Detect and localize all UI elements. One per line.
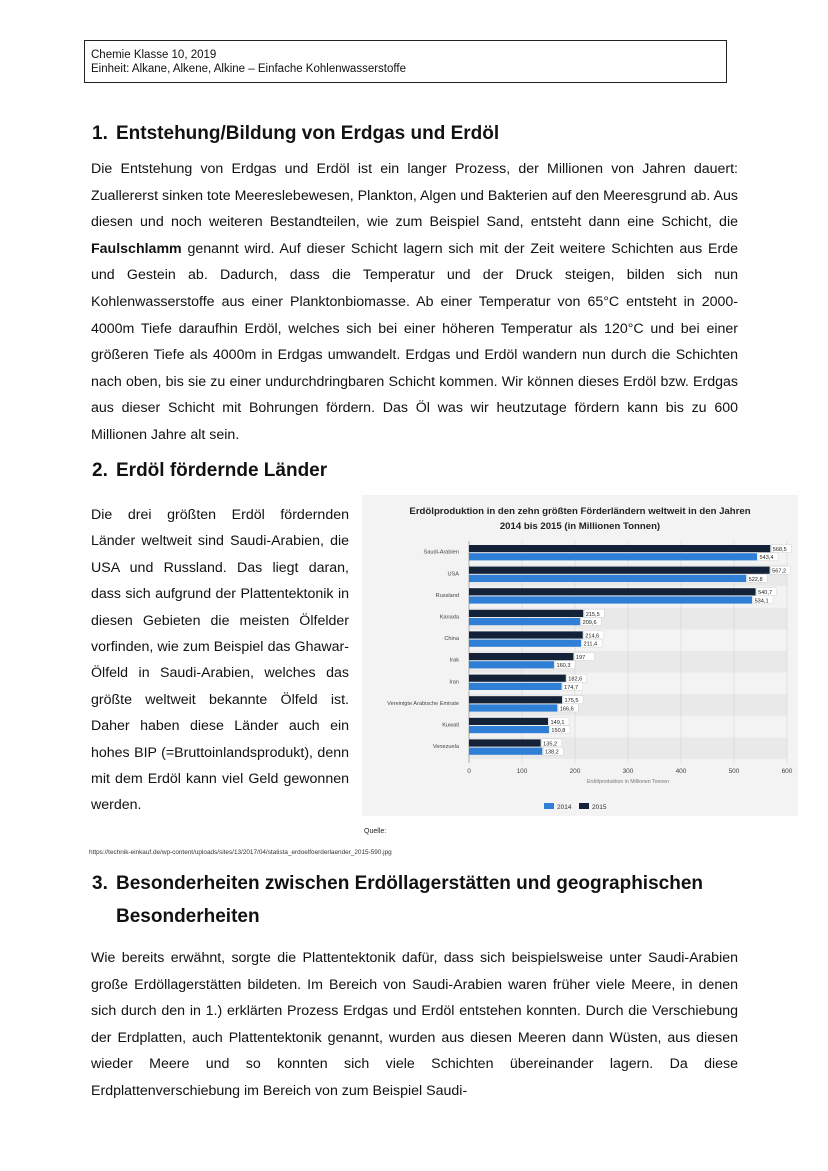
section-2-paragraph: Die drei größten Erdöl fördernden Länder weltweit sind Saudi-Arabien, die USA und Russland. Das liegt daran, dass sich aufgrund der Plattentektonik in diesen Gebieten die meisten Ölfelder vorfinden, wie zum Beispiel das Ghawar-Ölfeld in Saudi-Arabien, welches das größte weltweit bekannte Ölfeld ist. Daher haben diese Länder auch ein hohes BIP (=Bruttoinlandsprodukt), denn mit dem Erdöl kann viel Geld gewonnen werden. xyxy=(91,507,349,814)
chart-value-label-2015: 567,2 xyxy=(772,568,787,575)
chart-value-label-2015: 215,5 xyxy=(585,611,600,618)
chart-x-tick-label: 500 xyxy=(728,768,740,775)
chart-category-label: Kuwait xyxy=(442,722,459,729)
chart-value-label-2014: 534,1 xyxy=(754,598,769,605)
legend-label-2014: 2014 xyxy=(557,804,572,811)
chart-category-label: Saudi-Arabien xyxy=(423,549,459,556)
chart-bar-2015 xyxy=(469,588,756,595)
source-label: Quelle: xyxy=(364,828,387,835)
section-1-number: 1. xyxy=(92,123,108,144)
chart-bar-2015 xyxy=(469,610,583,617)
section-1-heading xyxy=(92,117,499,150)
chart-title-line-2: 2014 bis 2015 (in Millionen Tonnen) xyxy=(499,521,661,532)
oil-production-chart xyxy=(362,495,798,816)
chart-x-tick-label: 0 xyxy=(467,768,471,775)
chart-bar-2014 xyxy=(469,683,562,690)
chart-value-label-2015: 540,7 xyxy=(758,590,773,597)
section-3-heading xyxy=(92,867,703,900)
section-3-paragraph: Wie bereits erwähnt, sorgte die Plattentektonik dafür, dass sich beispielsweise unter Saudi-Arabien große Erdöllagerstätten bildeten. Im Bereich von Saudi-Arabien waren früher viele Meere, in denen sich durch den in 1.) erklärten Prozess Erdgas und Erdöl entstehen konnten. Durch die Verschiebung der Erdplatten, auch Plattentektonik genannt, wurden aus diesen Meeren dann Wüsten, aus diesen wieder Meere und so konnten sich viele Schichten übereinander lagern. Da diese Erdplattenverschiebung im Bereich von zum Beispiel Saudi- xyxy=(91,950,738,1099)
chart-x-tick-label: 400 xyxy=(675,768,687,775)
chart-bar-2015 xyxy=(469,718,548,725)
chart-value-label-2015: 149,1 xyxy=(550,719,565,726)
chart-bar-2015 xyxy=(469,545,770,552)
chart-category-label: Russland xyxy=(435,592,459,599)
chart-value-label-2015: 175,5 xyxy=(564,698,579,705)
section-2-heading xyxy=(92,454,327,487)
chart-bar-2015 xyxy=(469,675,566,682)
chart-value-label-2015: 197 xyxy=(575,655,586,661)
source-url: https://technik-einkauf.de/wp-content/uploads/sites/13/2017/04/statista_erdoelfoerderlaender_2015-590.jpg xyxy=(89,849,392,856)
chart-bar-2014 xyxy=(469,640,581,647)
chart-x-tick-label: 600 xyxy=(781,768,793,775)
chart-value-label-2014: 160,3 xyxy=(556,663,571,670)
chart-value-label-2014: 138,2 xyxy=(544,749,559,756)
chart-bar-2014 xyxy=(469,618,580,625)
chart-bar-2014 xyxy=(469,596,752,603)
chart-value-label-2014: 209,6 xyxy=(582,620,597,626)
chart-value-label-2014: 166,6 xyxy=(559,706,574,713)
section-1-paragraph xyxy=(91,156,738,449)
chart-value-label-2015: 568,5 xyxy=(772,547,787,553)
chart-bar-2015 xyxy=(469,739,541,746)
chart-value-label-2014: 150,8 xyxy=(551,728,566,734)
chart-category-label: Iran xyxy=(449,679,459,686)
chart-value-label-2015: 214,6 xyxy=(585,633,600,640)
chart-category-label: Irak xyxy=(449,657,459,664)
chart-bar-2015 xyxy=(469,567,770,574)
chart-x-tick-label: 100 xyxy=(516,768,528,775)
chart-x-tick-label: 200 xyxy=(569,768,581,775)
chart-title-line-1: Erdölproduktion in den zehn größten Förderländern weltweit in den Jahren xyxy=(409,506,751,517)
chart-value-label-2014: 543,4 xyxy=(759,555,774,562)
chart-bar-2015 xyxy=(469,653,573,660)
legend-label-2015: 2015 xyxy=(592,804,607,811)
document-header xyxy=(84,40,727,83)
section-3-title-line-1: Besonderheiten zwischen Erdöllagerstätten und geographischen xyxy=(116,873,703,894)
header-course: Chemie Klasse 10, 2019 xyxy=(91,49,217,61)
section-1-text-b: genannt wird. Auf dieser Schicht lagern sich mit der Zeit weitere Schichten aus Erde und Gestein ab. Dadurch, dass die Temperatur und der Druck steigen, bilden sich nun Kohlenwasserstoffe aus einer Planktonbiomasse. Ab einer Temperatur von 65°C entsteht in 2000-4000m Tiefe daraufhin Erdöl, welches sich bei einer höheren Temperatur als 120°C und bei einer größeren Tiefe als 4000m in Erdgas umwandelt. Erdgas und Erdöl wandern nun durch die Schichten nach oben, bis sie zu einer undurchdringbaren Schicht kommen. Wir können dieses Erdöl bzw. Erdgas aus dieser Schicht mit Bohrungen fördern. Das Öl was wir heutzutage fördern kann bis zu 600 Millionen Jahre alt sein. xyxy=(91,240,738,443)
chart-bar-2014 xyxy=(469,553,757,560)
chart-category-label: Vereinigte Arabische Emirate xyxy=(387,700,459,707)
section-2-number: 2. xyxy=(92,460,108,481)
chart-x-axis-label: Erdölproduktion in Millionen Tonnen xyxy=(586,779,670,785)
chart-plot xyxy=(362,495,798,816)
chart-category-label: Venezuela xyxy=(432,744,459,751)
faulschlamm-term: Faulschlamm xyxy=(91,240,182,257)
chart-bar-2014 xyxy=(469,575,746,582)
chart-category-label: China xyxy=(444,636,459,643)
section-3-heading-cont xyxy=(116,900,260,933)
chart-bar-2014 xyxy=(469,726,549,733)
chart-bar-2015 xyxy=(469,631,583,638)
chart-bar-2014 xyxy=(469,661,554,668)
section-2-title: Erdöl fördernde Länder xyxy=(116,460,328,481)
section-3-title-line-2: Besonderheiten xyxy=(116,906,260,927)
chart-value-label-2014: 174,7 xyxy=(564,684,579,691)
chart-value-label-2014: 211,4 xyxy=(583,641,598,648)
section-1-title: Entstehung/Bildung von Erdgas und Erdöl xyxy=(116,123,500,144)
chart-bar-2014 xyxy=(469,748,542,755)
chart-x-tick-label: 300 xyxy=(622,768,634,775)
section-3-number: 3. xyxy=(92,873,108,894)
chart-bar-2014 xyxy=(469,704,557,711)
chart-category-label: Kanada xyxy=(439,614,459,621)
chart-value-label-2015: 135,2 xyxy=(543,741,558,748)
section-1-text-a: Die Entstehung von Erdgas und Erdöl ist ein langer Prozess, der Millionen von Jahren dauert: Zuallererst sinken tote Meereslebewesen, Plankton, Algen und Bakterien auf den Meeresgrund ab. Aus diesen und noch weiteren Bestandteilen, wie zum Beispiel Sand, entsteht dann eine Schicht, die xyxy=(91,161,738,231)
header-unit: Einheit: Alkane, Alkene, Alkine – Einfache Kohlenwasserstoffe xyxy=(91,63,406,75)
legend-swatch-2015 xyxy=(579,803,589,809)
chart-category-label: USA xyxy=(447,571,459,578)
chart-value-label-2015: 182,6 xyxy=(568,676,583,683)
legend-swatch-2014 xyxy=(544,803,554,809)
chart-bar-2015 xyxy=(469,696,562,703)
chart-value-label-2014: 522,8 xyxy=(748,576,763,583)
